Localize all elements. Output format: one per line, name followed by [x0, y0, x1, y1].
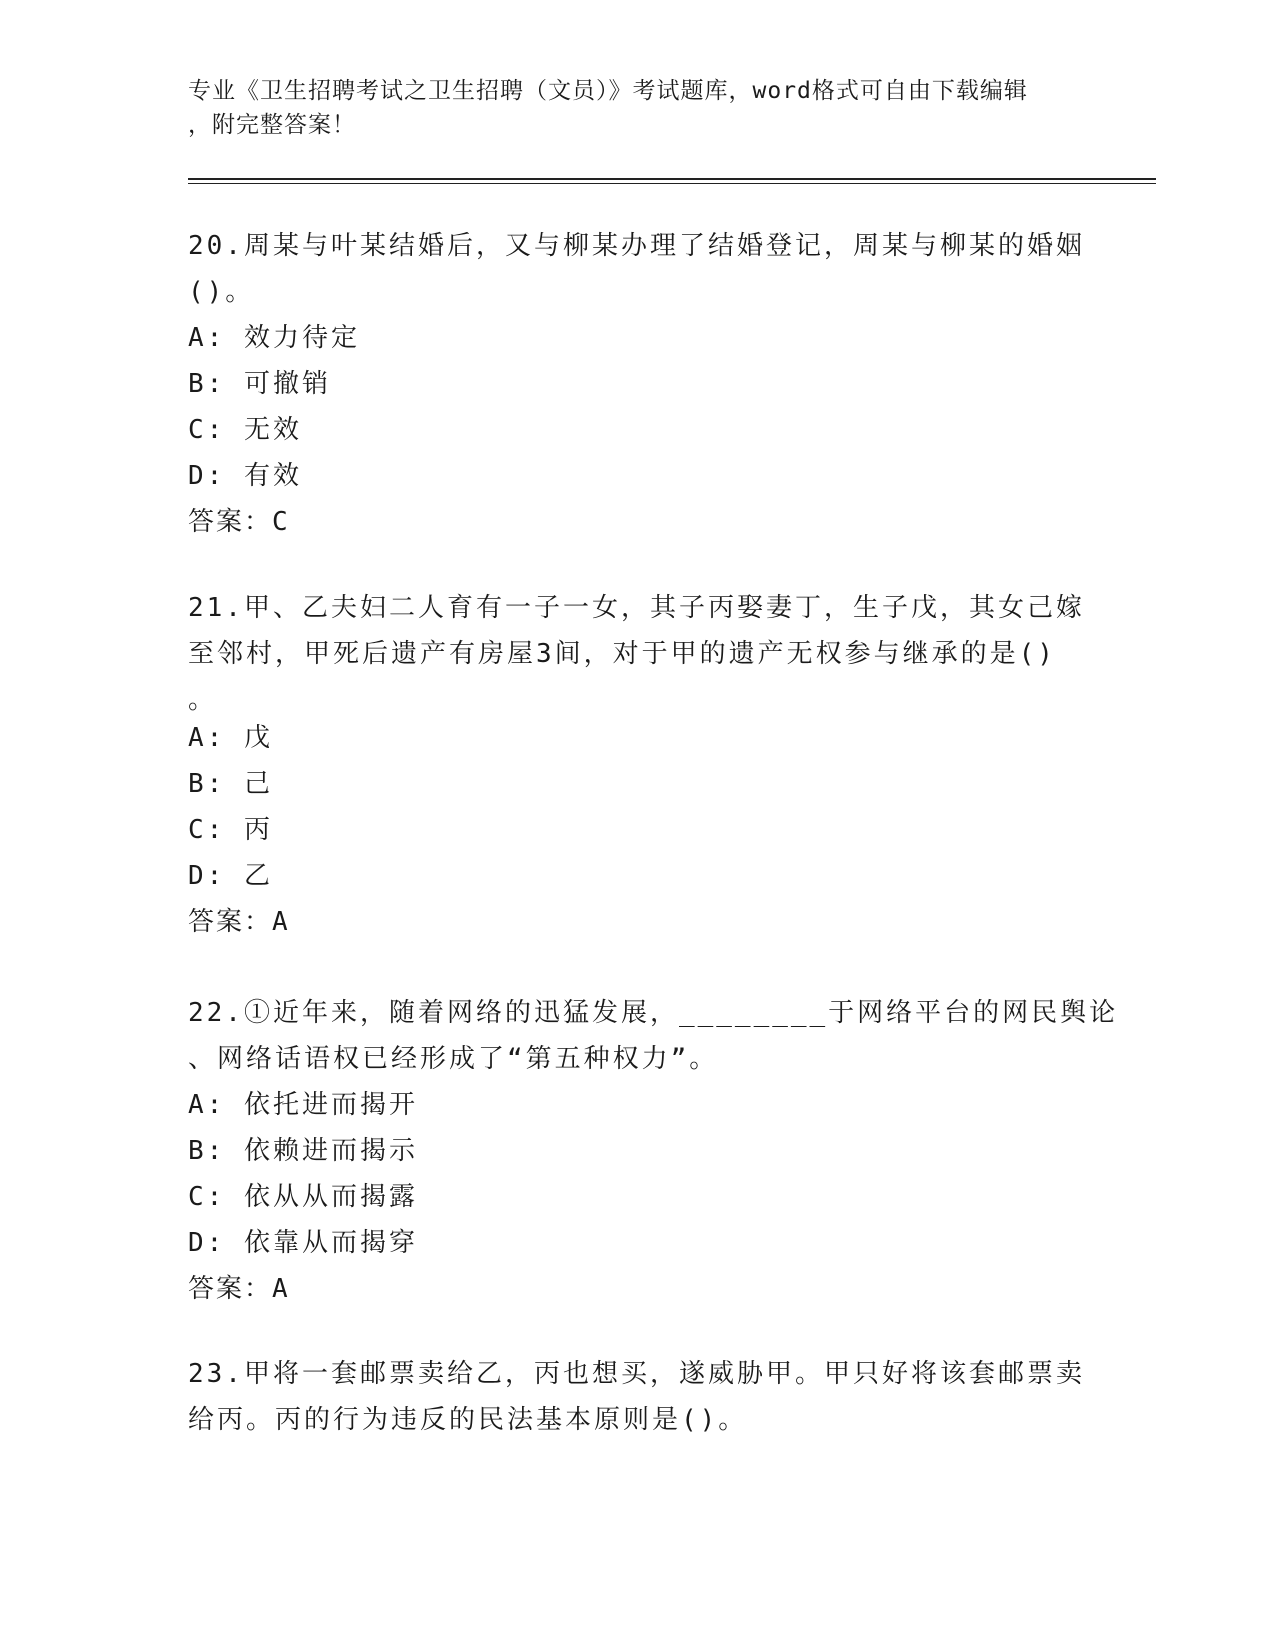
answer-line [188, 899, 1088, 945]
option-b: B: 依赖进而揭示 [188, 1136, 418, 1166]
option-a: A: 戊 [188, 723, 273, 753]
answer-value: A [272, 1274, 290, 1304]
answer-line [188, 1266, 1088, 1312]
option-b: B: 己 [188, 769, 273, 799]
option-a: A: 依托进而揭开 [188, 1090, 418, 1120]
question-21 [188, 585, 1088, 945]
answer-line [188, 499, 1088, 545]
option-d: D: 乙 [188, 861, 273, 891]
option-c: C: 依从从而揭露 [188, 1182, 418, 1212]
question-text-line: 23.甲将一套邮票卖给乙，丙也想买，遂威胁甲。甲只好将该套邮票卖 [188, 1359, 1085, 1389]
question-text-line: 给丙。丙的行为违反的民法基本原则是()。 [188, 1405, 748, 1435]
question-text-line: ()。 [188, 277, 255, 307]
question-text-line: 。 [188, 685, 218, 715]
header-line-2: ，附完整答案！ [188, 112, 356, 138]
answer-label: 答案： [188, 507, 273, 537]
document-header [188, 74, 1068, 142]
question-20 [188, 223, 1088, 545]
question-text-line: 21.甲、乙夫妇二人育有一子一女，其子丙娶妻丁，生子戊，其女己嫁 [188, 593, 1085, 623]
option-b: B: 可撤销 [188, 369, 331, 399]
answer-label: 答案： [188, 907, 273, 937]
header-divider [188, 178, 1156, 180]
option-a: A: 效力待定 [188, 323, 360, 353]
question-text-line: 20.周某与叶某结婚后，又与柳某办理了结婚登记，周某与柳某的婚姻 [188, 231, 1085, 261]
option-c: C: 无效 [188, 415, 302, 445]
question-text-line: 22.①近年来，随着网络的迅猛发展，________于网络平台的网民舆论 [188, 998, 1119, 1028]
answer-value: A [272, 907, 290, 937]
question-22 [188, 990, 1119, 1312]
header-line-1: 专业《卫生招聘考试之卫生招聘（文员）》考试题库，word格式可自由下载编辑 [188, 78, 1028, 104]
question-23 [188, 1351, 1088, 1443]
option-d: D: 依靠从而揭穿 [188, 1228, 418, 1258]
question-text-line: 、网络话语权已经形成了“第五种权力”。 [188, 1044, 719, 1074]
option-d: D: 有效 [188, 461, 302, 491]
question-text-line: 至邻村，甲死后遗产有房屋3间，对于甲的遗产无权参与继承的是() [188, 639, 1056, 669]
answer-label: 答案： [188, 1274, 273, 1304]
option-c: C: 丙 [188, 815, 273, 845]
answer-value: C [272, 507, 290, 537]
header-divider-thin [188, 183, 1156, 184]
